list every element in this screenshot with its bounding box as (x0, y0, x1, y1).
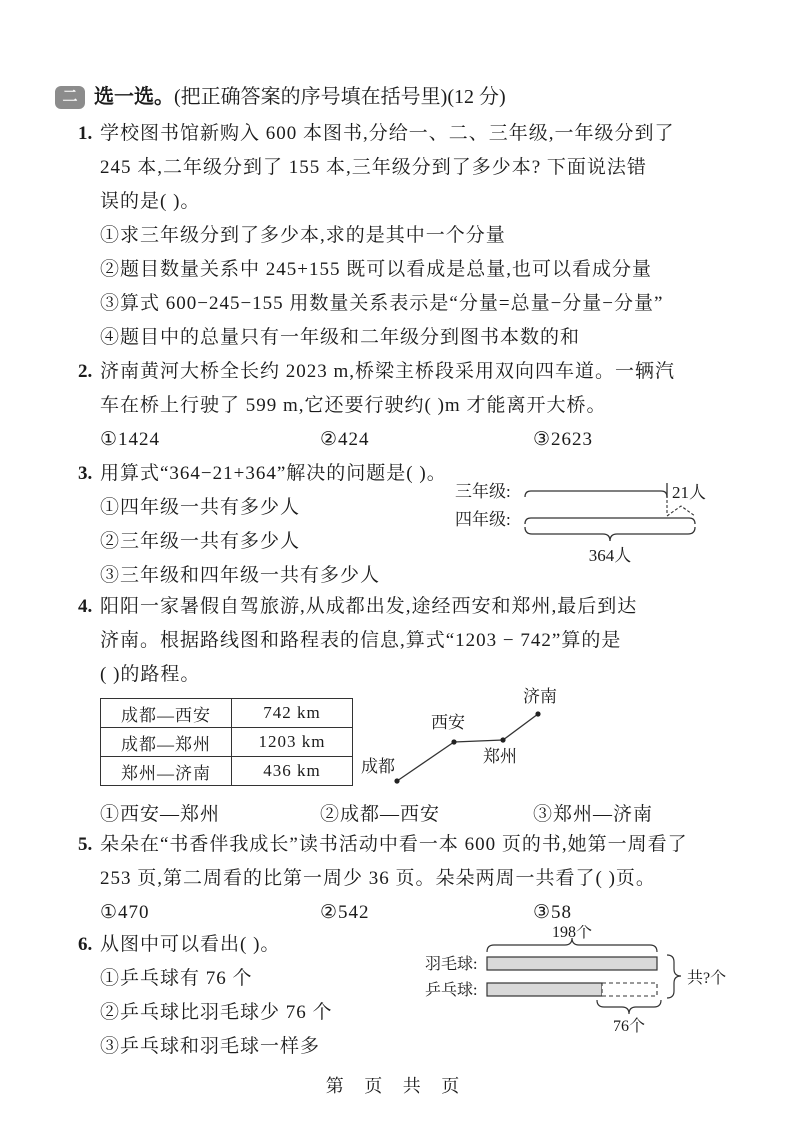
section-header (94, 80, 506, 114)
top-overbrace (487, 938, 657, 952)
table-row (101, 699, 353, 728)
route-cell: 成都—郑州 (101, 728, 232, 757)
question-text: 济南黄河大桥全长约 2023 m,桥梁主桥段采用双向四车道。一辆汽 (100, 361, 676, 382)
diff-label: 21人 (672, 483, 706, 502)
table-row (101, 728, 353, 757)
question-line: 车在桥上行驶了 599 m,它还要行驶约( )m 才能离开大桥。 (100, 395, 607, 416)
question-1 (78, 117, 768, 355)
option-item: ②乒乓球比羽毛球少 76 个 (100, 1002, 333, 1023)
q4-route-map (355, 678, 675, 801)
option-item: ③算式 600−245−155 用数量关系表示是“分量=总量−分量−分量” (100, 293, 664, 314)
page-footer: 第 页 共 页 (325, 1076, 468, 1096)
question-text: 从图中可以看出( )。 (100, 934, 281, 955)
q6-bar-diagram (425, 925, 770, 1042)
question-line (78, 828, 768, 862)
question-line: ( )的路程。 (100, 664, 201, 685)
distance-cell: 742 km (232, 699, 353, 728)
question-text: 用算式“364−21+364”解决的问题是( )。 (100, 463, 447, 484)
option-item: ③三年级和四年级一共有多少人 (100, 565, 381, 586)
option-item: ①西安—郑州 (100, 804, 221, 825)
grade3-segment (525, 491, 667, 497)
route-cell: 成都—西安 (101, 699, 232, 728)
question-2 (78, 355, 768, 457)
section-subtitle: (把正确答案的序号填在括号里)(12 分) (174, 86, 506, 108)
option-item: ②题目数量关系中 245+155 既可以看成是总量,也可以看成分量 (100, 259, 652, 280)
question-number: 1. (78, 123, 93, 144)
question-line (78, 355, 768, 389)
options-row (78, 798, 768, 832)
section-badge: 二 (55, 86, 85, 109)
option-item: ③郑州—济南 (533, 804, 654, 825)
question-line: 245 本,二年级分到了 155 本,三年级分到了多少本? 下面说法错 (100, 157, 647, 178)
grade4-segment (525, 518, 695, 524)
distance-cell: 1203 km (232, 728, 353, 757)
option-item: ①1424 (100, 429, 161, 450)
badminton-count-label: 198个 (551, 925, 593, 941)
badminton-bar (487, 957, 657, 970)
options-row (78, 423, 768, 457)
grade4-label: 四年级: (455, 510, 511, 529)
city-dot-chengdu (394, 778, 399, 783)
question-line: 253 页,第二周看的比第一周少 36 页。朵朵两周一共看了( )页。 (100, 868, 656, 889)
option-item: ③58 (533, 902, 573, 923)
question-5 (78, 828, 768, 930)
distance-table (100, 698, 353, 786)
city-label-chengdu: 成都 (361, 757, 395, 776)
question-text: 朵朵在“书香伴我成长”读书活动中看一本 600 页的书,她第一周看了 (100, 834, 688, 855)
route-cell: 郑州—济南 (101, 757, 232, 786)
option-item: ③乒乓球和羽毛球一样多 (100, 1036, 321, 1057)
table-row (101, 757, 353, 786)
route-line-xian-zhengzhou (454, 740, 503, 742)
question-number: 4. (78, 596, 93, 617)
question-text: 学校图书馆新购入 600 本图书,分给一、二、三年级,一年级分到了 (100, 123, 675, 144)
section-title: 选一选。 (94, 86, 174, 108)
distance-cell: 436 km (232, 757, 353, 786)
question-number: 6. (78, 934, 93, 955)
right-brace (667, 955, 681, 998)
question-number: 2. (78, 361, 93, 382)
question-line (78, 590, 768, 624)
question-text: 阳阳一家暑假自驾旅游,从成都出发,途经西安和郑州,最后到达 (100, 596, 638, 617)
q3-line-segment-diagram (455, 473, 755, 574)
question-line (78, 117, 768, 151)
total-underbrace (525, 527, 695, 541)
total-label: 364人 (588, 546, 632, 565)
city-label-zhengzhou: 郑州 (483, 747, 517, 766)
city-label-jinan: 济南 (523, 687, 557, 706)
pingpong-bar-dashed (602, 983, 657, 996)
option-item: ①470 (100, 902, 150, 923)
option-item: ②三年级一共有多少人 (100, 531, 301, 552)
question-number: 3. (78, 463, 93, 484)
option-item: ②424 (320, 429, 370, 450)
route-line-chengdu-xian (397, 742, 454, 781)
pingpong-bar-solid (487, 983, 602, 996)
city-label-xian: 西安 (431, 713, 465, 732)
badminton-label: 羽毛球: (425, 956, 478, 973)
dashed-hat (667, 506, 695, 516)
option-item: ③2623 (533, 429, 594, 450)
city-dot-jinan (535, 711, 540, 716)
city-dot-xian (451, 739, 456, 744)
option-item: ①乒乓球有 76 个 (100, 968, 253, 989)
option-item: ②542 (320, 902, 370, 923)
route-line-zhengzhou-jinan (503, 714, 538, 740)
total-question-label: 共?个 (687, 970, 727, 987)
question-line: 误的是( )。 (100, 191, 201, 212)
bottom-underbrace (597, 1000, 661, 1014)
grade3-label: 三年级: (455, 482, 511, 501)
option-item: ②成都—西安 (320, 804, 441, 825)
question-number: 5. (78, 834, 93, 855)
option-item: ①四年级一共有多少人 (100, 497, 301, 518)
city-dot-zhengzhou (500, 737, 505, 742)
option-item: ④题目中的总量只有一年级和二年级分到图书本数的和 (100, 327, 581, 348)
question-line: 济南。根据路线图和路程表的信息,算式“1203 − 742”算的是 (100, 630, 622, 651)
difference-count-label: 76个 (612, 1018, 646, 1035)
pingpong-label: 乒乓球: (425, 982, 478, 999)
option-item: ①求三年级分到了多少本,求的是其中一个分量 (100, 225, 506, 246)
